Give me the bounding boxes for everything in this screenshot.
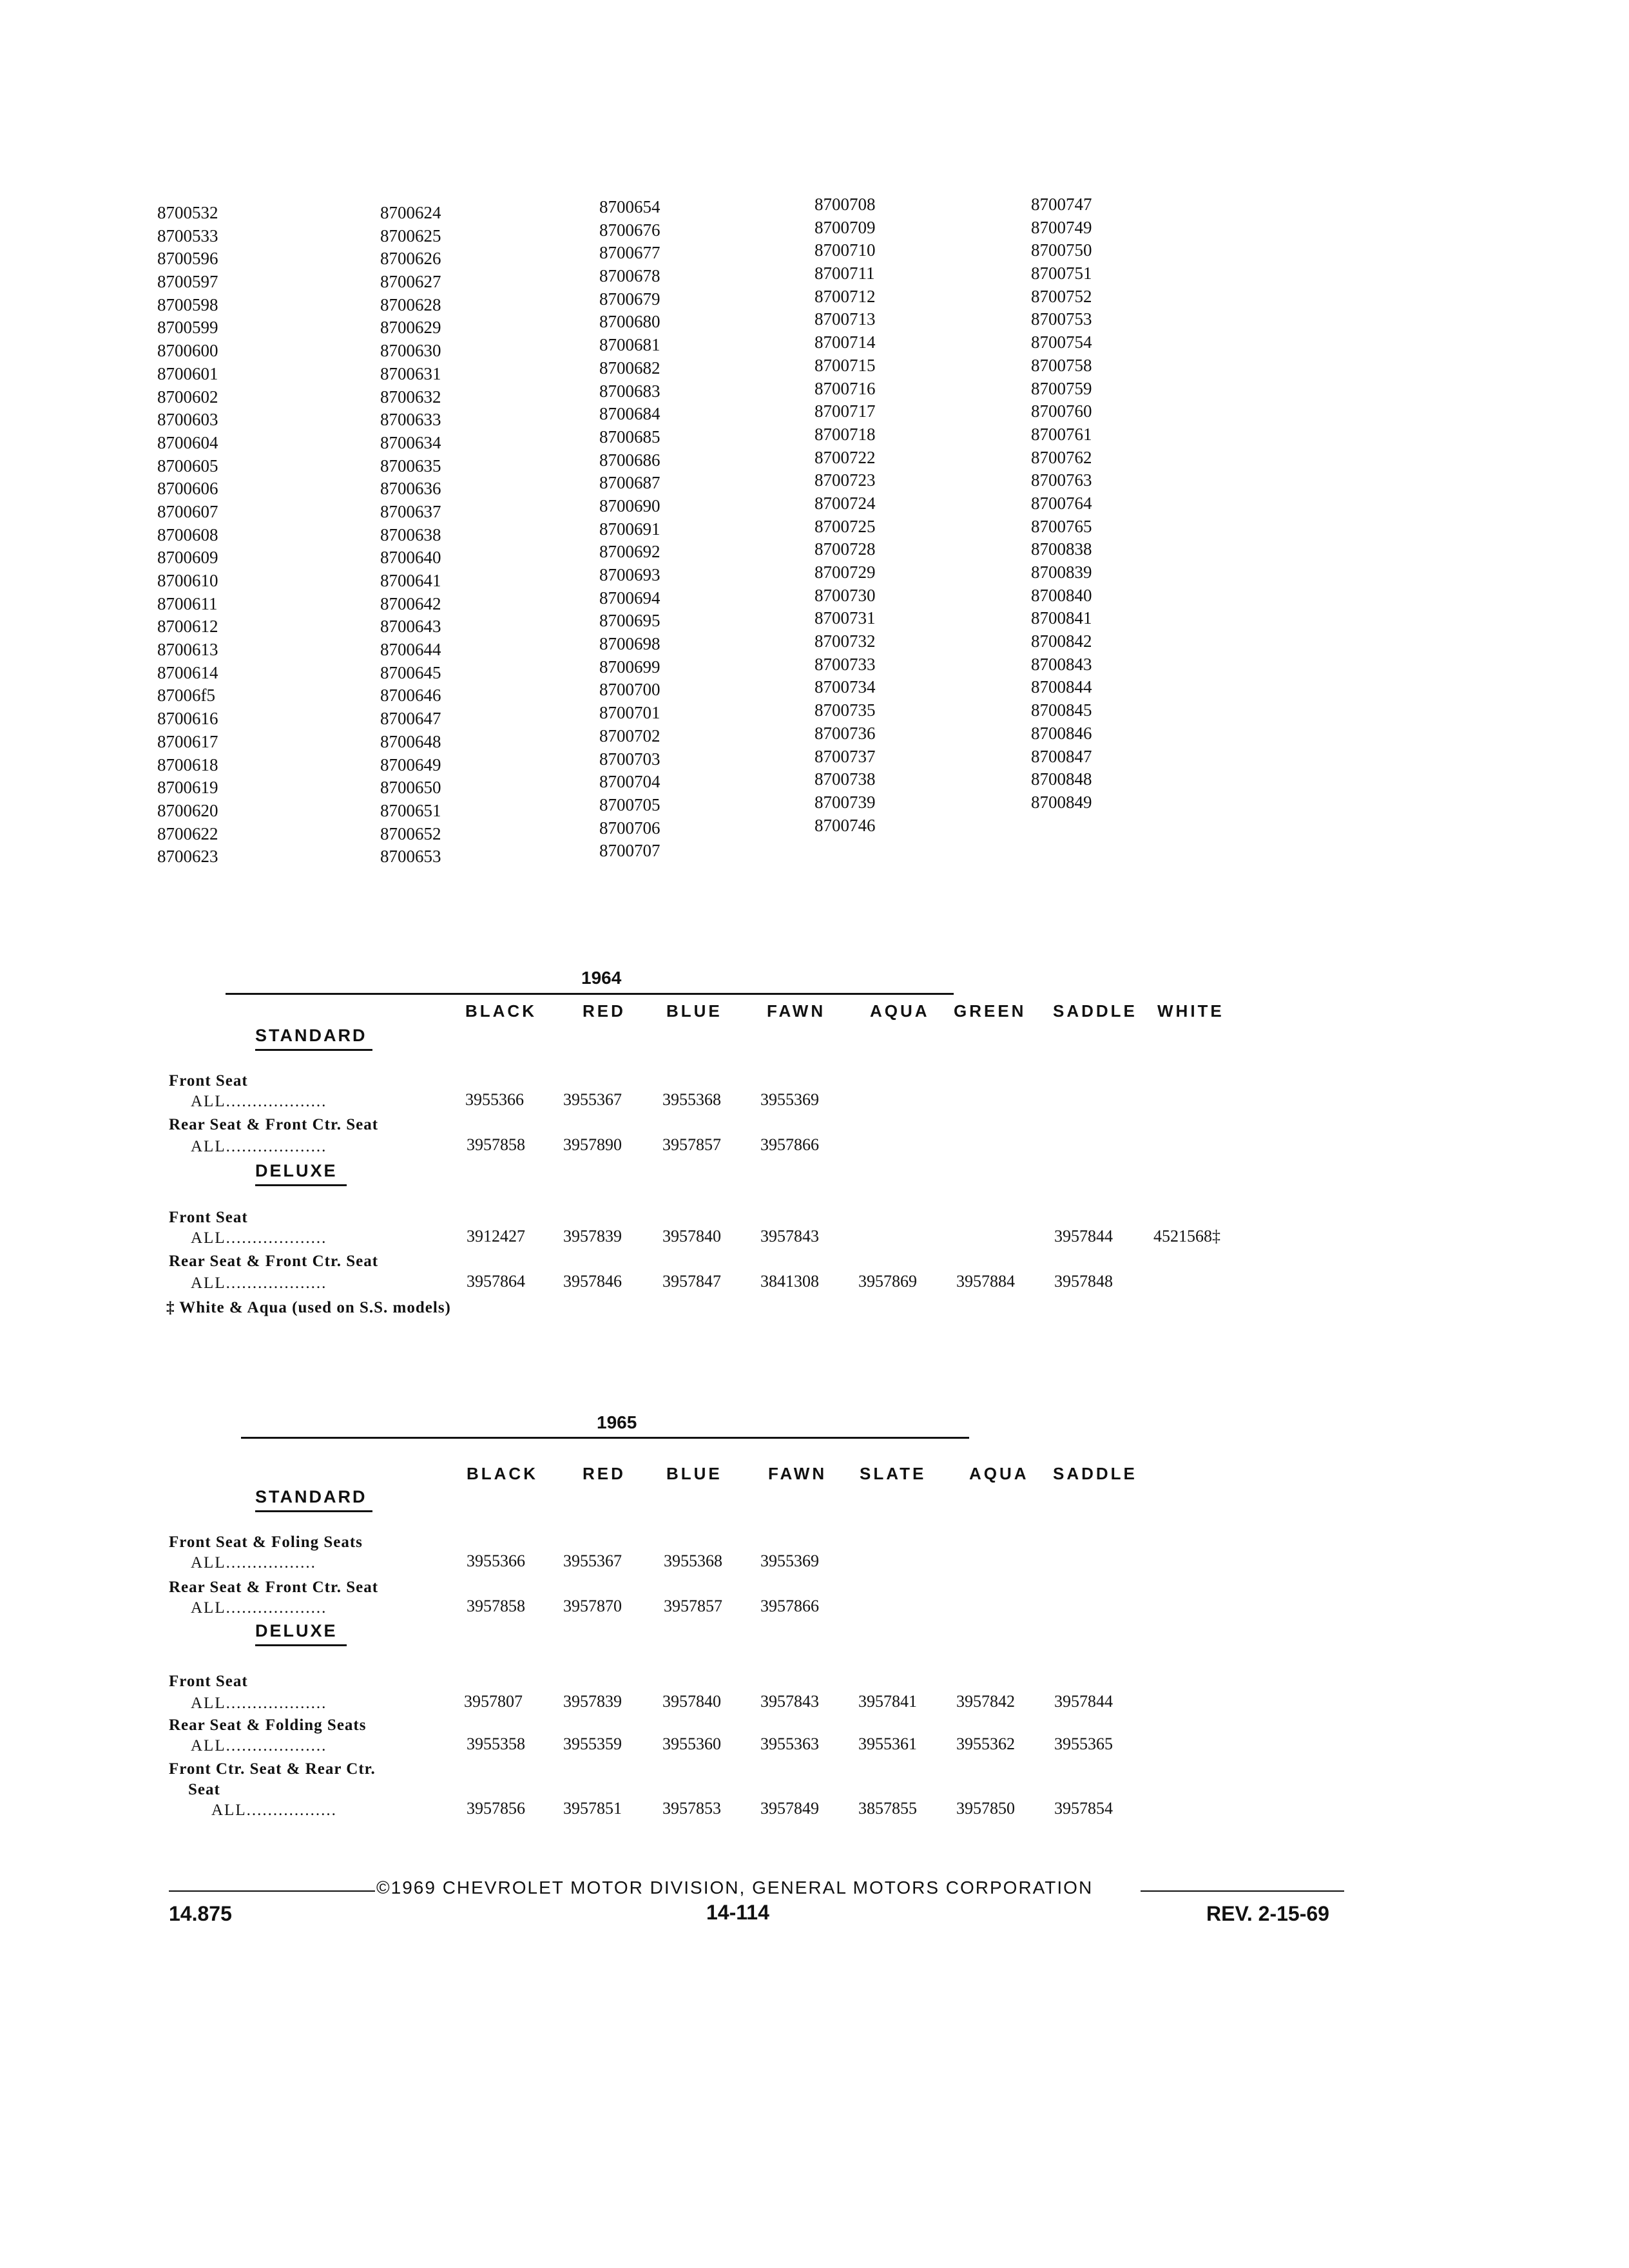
section-standard-underline [255,1049,372,1051]
part-number: 8700678 [599,266,660,286]
cell-value: 3912427 [467,1227,525,1245]
part-number: 8700596 [157,249,218,269]
col-header-black: BLACK [467,1464,538,1483]
part-number: 8700724 [815,493,876,513]
part-number-column-5 [1031,193,1092,814]
part-number: 8700641 [380,571,441,590]
part-number: 8700606 [157,479,218,499]
row-all-leader: ALL................. [191,1554,316,1571]
part-number: 8700602 [157,387,218,407]
part-number: 8700716 [815,378,876,398]
part-number: 8700845 [1031,700,1092,720]
part-number: 8700700 [599,680,660,700]
part-number: 8700654 [599,197,660,216]
row-label-front-seat: Front Seat [169,1673,248,1690]
part-number: 8700731 [815,608,876,628]
part-number: 8700765 [1031,516,1092,536]
part-number: 8700680 [599,312,660,332]
part-number: 8700532 [157,203,218,222]
part-number: 8700735 [815,700,876,720]
part-number: 8700843 [1031,654,1092,674]
part-number: 8700710 [815,240,876,260]
part-number: 8700622 [157,823,218,843]
cell-value: 3957840 [662,1692,721,1711]
col-header-saddle: SADDLE [1053,1464,1137,1483]
section-deluxe-underline [255,1184,347,1186]
cell-value-white: 4521568‡ [1153,1227,1220,1245]
col-header-slate: SLATE [860,1464,927,1483]
row-all-leader: ALL................... [191,1138,327,1155]
part-number: 8700617 [157,731,218,751]
cell-value: 3955366 [465,1090,524,1109]
part-number: 8700638 [380,524,441,544]
cell-value: 3955362 [956,1735,1015,1753]
part-number: 8700717 [815,401,876,421]
part-number: 8700686 [599,450,660,470]
cell-value: 3955360 [662,1735,721,1753]
col-header-aqua: AQUA [969,1464,1029,1483]
part-number: 8700762 [1031,447,1092,467]
part-number: 8700631 [380,363,441,383]
part-number: 8700646 [380,686,441,706]
cell-value: 3957890 [563,1135,622,1154]
cell-value: 3957866 [760,1597,819,1615]
col-header-red: RED [583,1001,626,1021]
part-number: 8700723 [815,470,876,490]
part-number: 8700620 [157,800,218,820]
part-number: 87006f5 [157,686,215,706]
part-number: 8700725 [815,516,876,536]
part-number: 8700714 [815,332,876,352]
cell-value: 3957841 [858,1692,917,1711]
cell-value: 3955367 [563,1552,622,1570]
part-number: 8700705 [599,794,660,814]
cell-value: 3957839 [563,1227,622,1245]
row-all-leader: ALL................... [191,1229,327,1247]
row-label-rear-seat: Rear Seat & Folding Seats [169,1716,367,1734]
part-number: 8700612 [157,617,218,637]
cell-value: 3957839 [563,1692,622,1711]
part-number: 8700679 [599,289,660,309]
cell-value: 3955363 [760,1735,819,1753]
part-number: 8700629 [380,318,441,338]
section-standard: STANDARD [255,1026,367,1045]
col-header-blue: BLUE [666,1464,722,1483]
part-number: 8700848 [1031,769,1092,789]
row-label-front-seat: Front Seat [169,1209,248,1226]
cell-value: 3957843 [760,1692,819,1711]
part-number: 8700647 [380,709,441,729]
part-number: 8700643 [380,617,441,637]
part-number: 8700711 [815,264,875,284]
part-number: 8700619 [157,778,218,798]
col-header-fawn: FAWN [768,1464,827,1483]
cell-value: 3955369 [760,1090,819,1109]
part-number: 8700600 [157,341,218,361]
part-number: 8700739 [815,792,876,812]
footer-copyright: ©1969 CHEVROLET MOTOR DIVISION, GENERAL MOTORS CORPORATION [376,1878,1094,1898]
part-number: 8700712 [815,286,876,306]
part-number: 8700844 [1031,677,1092,697]
row-label-rear-seat: Rear Seat & Front Ctr. Seat [169,1579,379,1596]
part-number: 8700753 [1031,309,1092,329]
part-number: 8700642 [380,593,441,613]
cell-value: 3957884 [956,1272,1015,1291]
part-number: 8700759 [1031,378,1092,398]
part-number: 8700746 [815,815,876,835]
part-number: 8700682 [599,358,660,378]
part-number: 8700754 [1031,332,1092,352]
row-label-rear-seat: Rear Seat & Front Ctr. Seat [169,1116,379,1133]
cell-value: 3957849 [760,1799,819,1818]
part-number: 8700701 [599,703,660,723]
part-number: 8700751 [1031,264,1092,284]
part-number-column-1 [157,202,218,869]
cell-value: 3957864 [467,1272,525,1291]
part-number: 8700709 [815,217,876,237]
cell-value: 3957840 [662,1227,721,1245]
part-number: 8700614 [157,662,218,682]
part-number: 8700652 [380,823,441,843]
cell-value: 3955361 [858,1735,917,1753]
part-number: 8700733 [815,654,876,674]
part-number: 8700695 [599,611,660,631]
part-number: 8700760 [1031,401,1092,421]
part-number: 8700718 [815,424,876,444]
cell-value: 3957847 [662,1272,721,1291]
col-header-aqua: AQUA [870,1001,930,1021]
part-number: 8700601 [157,363,218,383]
part-number: 8700624 [380,203,441,222]
cell-value: 3957870 [563,1597,622,1615]
part-number: 8700610 [157,571,218,590]
part-number: 8700847 [1031,746,1092,766]
part-number: 8700715 [815,355,876,375]
part-number: 8700616 [157,709,218,729]
part-number: 8700730 [815,585,876,605]
col-header-green: GREEN [954,1001,1027,1021]
cell-value: 3857855 [858,1799,917,1818]
part-number: 8700607 [157,501,218,521]
part-number: 8700734 [815,677,876,697]
part-number: 8700728 [815,539,876,559]
cell-value: 3957848 [1054,1272,1113,1291]
part-number: 8700704 [599,772,660,792]
part-number: 8700648 [380,731,441,751]
cell-value: 3955368 [664,1552,722,1570]
part-number: 8700722 [815,447,876,467]
part-number: 8700613 [157,640,218,660]
cell-value: 3955365 [1054,1735,1113,1753]
cell-value: 3955369 [760,1552,819,1570]
row-all-leader: ALL................... [191,1737,327,1754]
part-number: 8700690 [599,495,660,515]
part-number: 8700609 [157,548,218,568]
cell-value: 3957850 [956,1799,1015,1818]
col-header-white: WHITE [1157,1001,1224,1021]
cell-value: 3957851 [563,1799,622,1818]
cell-value: 3955359 [563,1735,622,1753]
part-number: 8700627 [380,272,441,292]
cell-value: 3957866 [760,1135,819,1154]
part-number: 8700747 [1031,195,1092,214]
part-number: 8700703 [599,749,660,769]
part-number: 8700597 [157,272,218,292]
footer-section-number: 14.875 [169,1902,232,1925]
part-number: 8700849 [1031,792,1092,812]
part-number: 8700605 [157,456,218,476]
part-number: 8700752 [1031,286,1092,306]
row-all-leader: ALL................... [191,1599,327,1617]
part-number: 8700625 [380,226,441,245]
col-header-saddle: SADDLE [1053,1001,1137,1021]
row-label-front-seat: Front Seat [169,1072,248,1090]
part-number: 8700764 [1031,493,1092,513]
footer-page-number: 14-114 [706,1901,769,1924]
cell-value: 3841308 [760,1272,819,1291]
part-number: 8700737 [815,746,876,766]
part-number: 8700628 [380,294,441,314]
part-number: 8700698 [599,634,660,654]
row-label-front-seat: Front Seat & Foling Seats [169,1533,363,1551]
part-number: 8700691 [599,519,660,539]
part-number: 8700683 [599,381,660,401]
part-number: 8700694 [599,588,660,608]
part-number: 8700637 [380,501,441,521]
part-number: 8700693 [599,565,660,584]
part-number: 8700692 [599,542,660,562]
cell-value: 3957857 [662,1135,721,1154]
section-deluxe: DELUXE [255,1161,338,1180]
part-number: 8700750 [1031,240,1092,260]
row-all-leader: ALL................... [191,1093,327,1110]
part-number: 8700635 [380,456,441,476]
part-number: 8700634 [380,432,441,452]
part-number: 8700846 [1031,723,1092,743]
part-number: 8700839 [1031,562,1092,582]
part-number: 8700707 [599,841,660,861]
row-label-front-ctr-seat-cont: Seat [188,1781,220,1798]
cell-value: 3957856 [467,1799,525,1818]
part-number: 8700838 [1031,539,1092,559]
part-number: 8700630 [380,341,441,361]
table-1964-header-rule [226,993,954,995]
part-number-column-2 [380,202,441,869]
part-number: 8700653 [380,847,441,867]
part-number: 8700684 [599,404,660,424]
part-number: 8700608 [157,524,218,544]
part-number: 8700632 [380,387,441,407]
row-all-leader: ALL................. [211,1802,337,1819]
part-number: 8700841 [1031,608,1092,628]
cell-value: 3957843 [760,1227,819,1245]
part-number: 8700677 [599,243,660,263]
table-1964-year: 1964 [581,968,622,988]
cell-value: 3957857 [664,1597,722,1615]
part-number: 8700604 [157,432,218,452]
part-number: 8700533 [157,226,218,245]
part-number: 8700599 [157,318,218,338]
footnote: ‡ White & Aqua (used on S.S. models) [166,1299,451,1316]
part-number: 8700676 [599,220,660,240]
part-number: 8700644 [380,640,441,660]
part-number: 8700840 [1031,585,1092,605]
cell-value: 3957869 [858,1272,917,1291]
footer-rule-left [169,1890,375,1892]
part-number: 8700687 [599,473,660,493]
part-number: 8700623 [157,847,218,867]
part-number: 8700626 [380,249,441,269]
section-standard-underline [255,1510,372,1512]
cell-value: 3955366 [467,1552,525,1570]
col-header-blue: BLUE [666,1001,722,1021]
part-number: 8700681 [599,335,660,355]
section-standard: STANDARD [255,1487,367,1506]
part-number: 8700758 [1031,355,1092,375]
part-number: 8700761 [1031,424,1092,444]
part-number: 8700650 [380,778,441,798]
part-number: 8700732 [815,631,876,651]
part-number: 8700708 [815,195,876,214]
part-number: 8700603 [157,410,218,430]
row-label-rear-seat: Rear Seat & Front Ctr. Seat [169,1253,379,1270]
cell-value: 3957842 [956,1692,1015,1711]
cell-value: 3957807 [464,1692,523,1711]
table-1965-header-rule [241,1437,969,1439]
part-number-column-4 [815,193,876,837]
part-number: 8700738 [815,769,876,789]
part-number: 8700713 [815,309,876,329]
col-header-fawn: FAWN [767,1001,826,1021]
cell-value: 3955367 [563,1090,622,1109]
part-number: 8700736 [815,723,876,743]
part-number: 8700598 [157,294,218,314]
section-deluxe: DELUXE [255,1621,338,1640]
part-number: 8700633 [380,410,441,430]
cell-value: 3957844 [1054,1692,1113,1711]
footer-rule-right [1141,1890,1344,1892]
part-number: 8700651 [380,800,441,820]
part-number: 8700618 [157,754,218,774]
col-header-black: BLACK [465,1001,537,1021]
cell-value: 3955368 [662,1090,721,1109]
part-number: 8700649 [380,754,441,774]
part-number: 8700685 [599,427,660,447]
part-number: 8700749 [1031,217,1092,237]
cell-value: 3957853 [662,1799,721,1818]
cell-value: 3957854 [1054,1799,1113,1818]
row-all-leader: ALL................... [191,1274,327,1292]
section-deluxe-underline [255,1644,347,1646]
part-number: 8700636 [380,479,441,499]
part-number: 8700706 [599,818,660,838]
part-number: 8700763 [1031,470,1092,490]
cell-value: 3957846 [563,1272,622,1291]
part-number: 8700842 [1031,631,1092,651]
cell-value: 3955358 [467,1735,525,1753]
part-number: 8700611 [157,593,218,613]
part-number: 8700702 [599,726,660,745]
part-number: 8700640 [380,548,441,568]
row-label-front-ctr-seat: Front Ctr. Seat & Rear Ctr. [169,1760,376,1778]
table-1965-year: 1965 [597,1412,637,1432]
col-header-red: RED [583,1464,626,1483]
part-number-column-3 [599,196,660,863]
footer-revision: REV. 2-15-69 [1206,1902,1329,1925]
cell-value: 3957858 [467,1597,525,1615]
cell-value: 3957858 [467,1135,525,1154]
cell-value-saddle: 3957844 [1054,1227,1113,1245]
part-number: 8700645 [380,662,441,682]
part-number: 8700699 [599,657,660,677]
row-all-leader: ALL................... [191,1695,327,1712]
part-number: 8700729 [815,562,876,582]
